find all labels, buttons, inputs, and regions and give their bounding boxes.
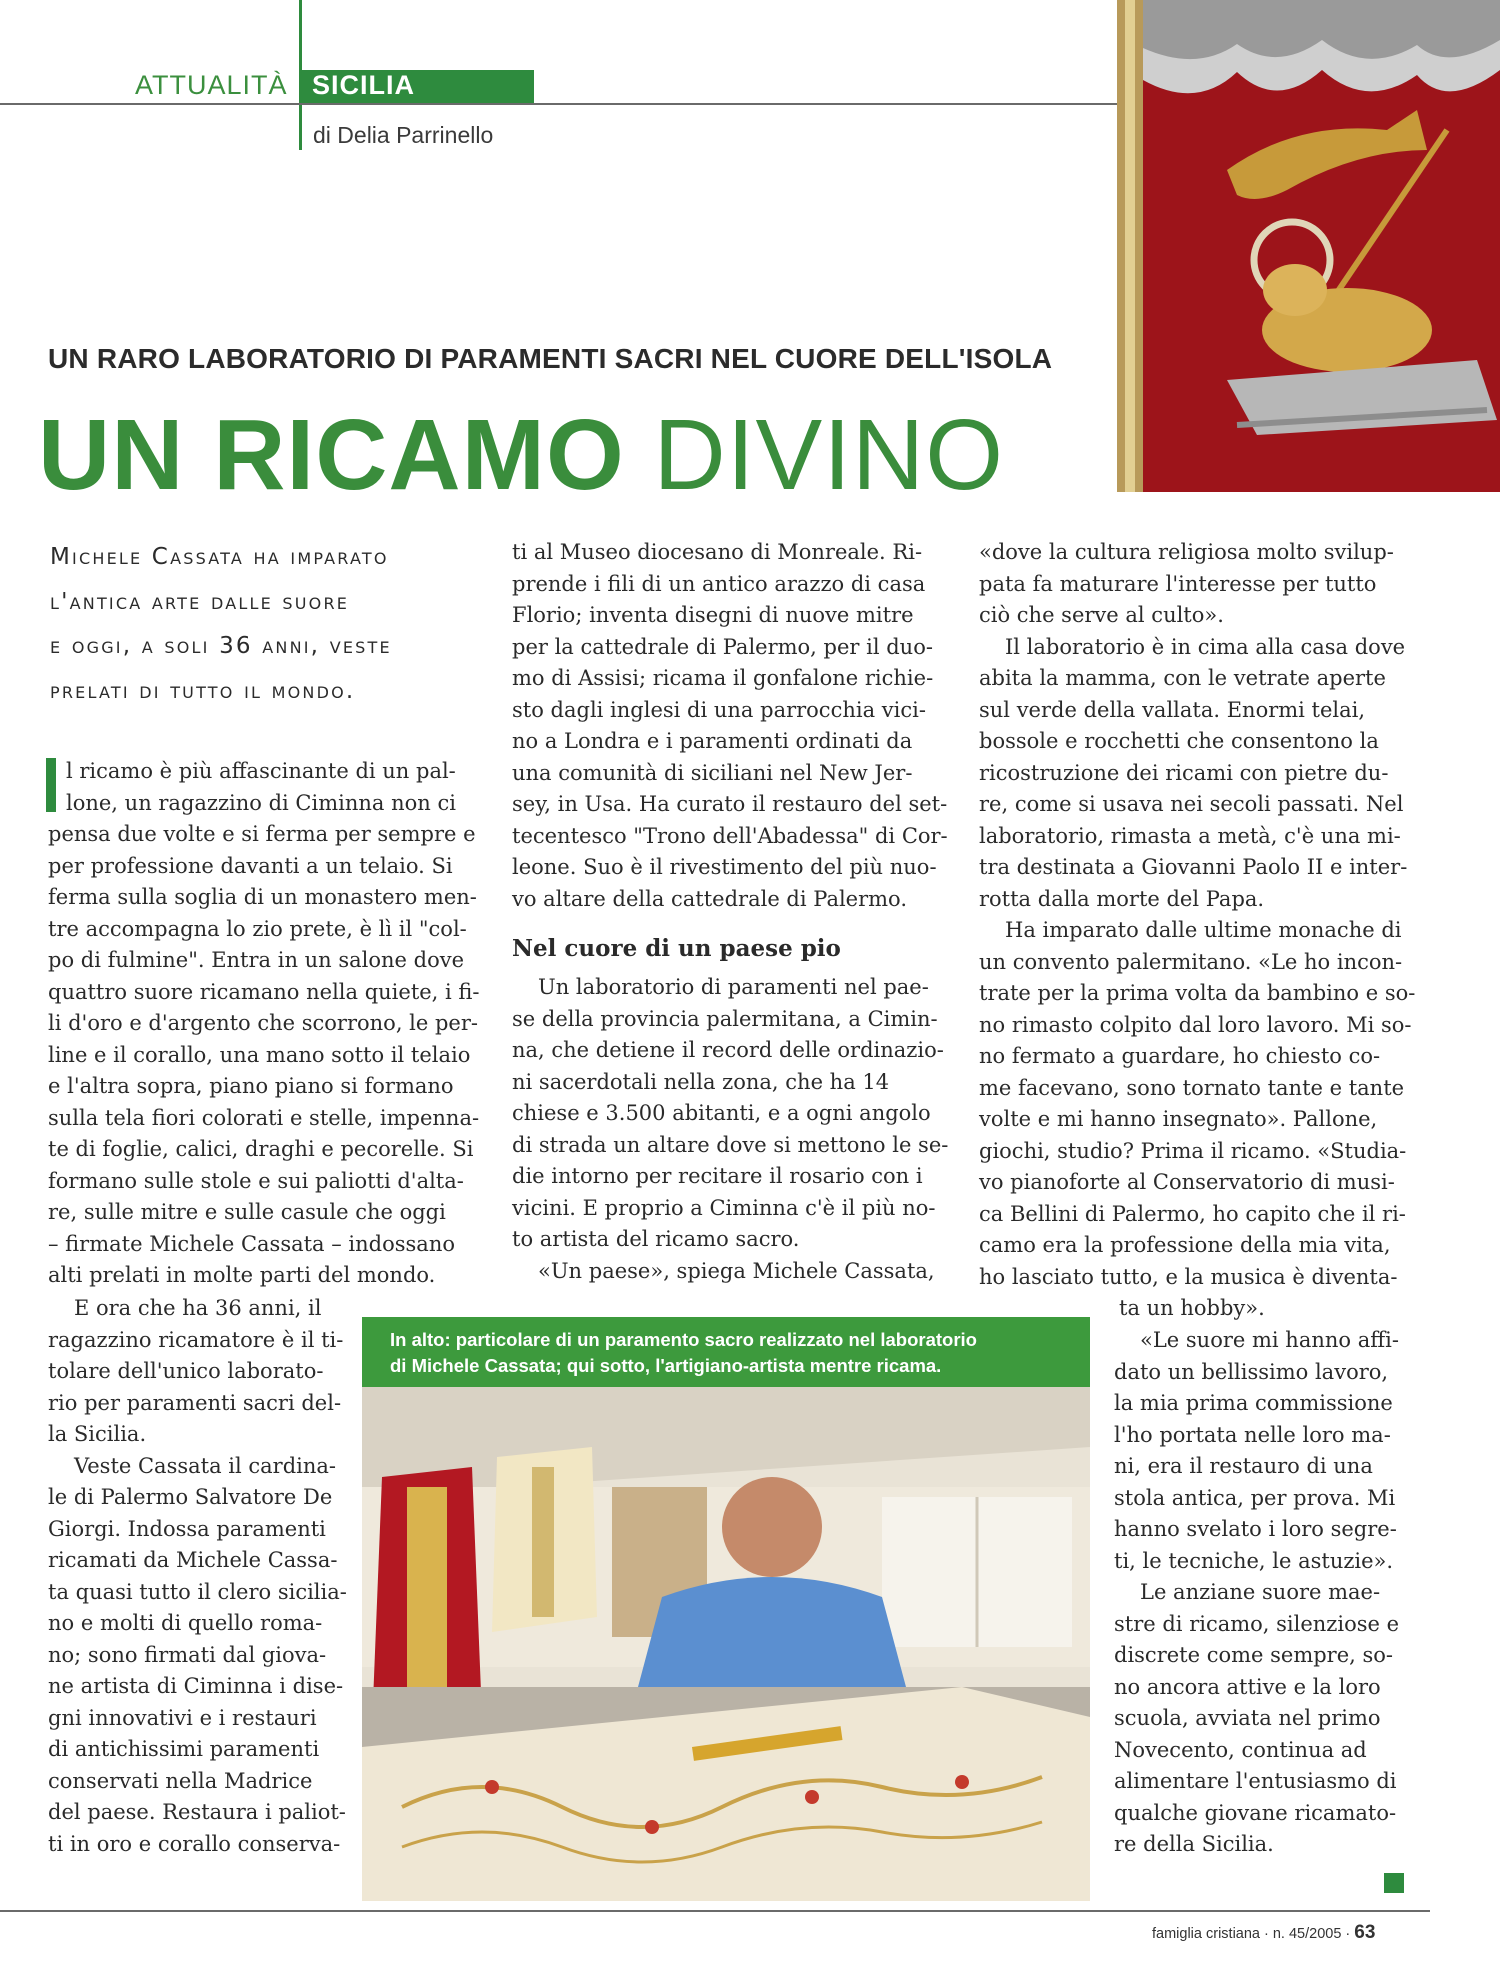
text-line: ta quasi tutto il clero sicilia- [48,1579,347,1604]
text-line: chiese e 3.500 abitanti, e a ogni angolo [512,1101,931,1125]
text-line: vicini. E proprio a Ciminna c'è il più no- [512,1195,936,1220]
text-line: vo pianoforte al Conservatorio di musi- [979,1170,1395,1194]
text-line: tre accompagna lo zio prete, è lì il "col- [48,916,467,941]
text-line: l ricamo è più affascinante di un pal- [66,759,456,783]
text-line: rio per paramenti sacri del- [48,1390,342,1415]
text-line: tra destinata a Giovanni Paolo II e inter- [979,855,1408,879]
photo-caption [390,1327,977,1379]
kicker: UN RARO LABORATORIO DI PARAMENTI SACRI NEL CUORE DELL'ISOLA [48,343,1053,374]
text-line: ferma sulla soglia di un monastero men- [48,885,477,909]
text-line: Le anziane suore mae- [1140,1580,1381,1604]
text-line: Giorgi. Indossa paramenti [48,1516,326,1541]
text-line: li d'oro e d'argento che scorrono, le per- [48,1011,478,1035]
text-line: no fermato a guardare, ho chiesto co- [979,1044,1381,1068]
text-line: re della Sicilia. [1114,1832,1274,1856]
text-line: rotta dalla morte del Papa. [979,886,1265,911]
text-line: Un laboratorio di paramenti nel pae- [538,975,929,999]
text-line: un convento palermitano. «Le ho incon- [979,949,1403,974]
text-line: ti al Museo diocesano di Monreale. Ri- [512,540,923,564]
text-line: discrete come sempre, so- [1114,1643,1394,1667]
caption-line: In alto: particolare di un paramento sacro realizzato nel laboratorio [390,1329,977,1350]
text-line: stola antica, per prova. Mi [1114,1485,1396,1510]
subheading: Nel cuore di un paese pio [512,935,841,962]
text-line: qualche giovane ricamato- [1114,1800,1397,1825]
standfirst-line: prelati di tutto il mondo. [50,677,356,704]
text-line: ni, era il restauro di una [1114,1454,1373,1478]
text-line: sul verde della vallata. Enormi telai, [979,697,1366,722]
text-line: per la cattedrale di Palermo, per il duo- [512,634,933,659]
text-line: le di Palermo Salvatore De [48,1485,333,1509]
text-line: hanno svelato i loro segre- [1114,1517,1397,1541]
text-line: dato un bellissimo lavoro, [1114,1359,1389,1384]
text-line: vo altare della cattedrale di Palermo. [512,886,908,911]
footer-rule [0,1910,1430,1912]
text-line: «dove la cultura religiosa molto svilup- [979,540,1394,564]
page-number: 63 [1354,1922,1376,1943]
text-line: no e molti di quello roma- [48,1611,323,1635]
text-line: sulla tela fiori colorati e stelle, impenna- [48,1105,480,1130]
text-line: te di foglie, calici, draghi e pecorelle. Si [48,1137,474,1161]
text-line: ciò che serve al culto». [979,603,1224,627]
text-line: volte e mi hanno insegnato». Pallone, [979,1107,1378,1131]
text-line: no a Londra e i paramenti ordinati da [512,729,913,753]
text-line: «Un paese», spiega Michele Cassata, [538,1258,935,1283]
text-line: abita la mamma, con le vetrate aperte [979,666,1386,690]
text-line: ca Bellini di Palermo, ho capito che il ri- [979,1201,1406,1226]
section-label: ATTUALITÀ [135,70,288,100]
text-line: ho lasciato tutto, e la musica è diventa- [979,1264,1398,1289]
text-line: tecentesco "Trono dell'Abadessa" di Cor- [512,823,948,848]
text-line: leone. Suo è il rivestimento del più nuo- [512,855,937,879]
text-line: no; sono firmati dal giova- [48,1642,327,1667]
drop-cap-bar [46,758,56,812]
text-line: ricamati da Michele Cassa- [48,1548,338,1572]
text-line: pata fa maturare l'interesse per tutto [979,571,1377,596]
text-line: gni innovativi e i restauri [48,1705,317,1730]
text-line: na, che detiene il record delle ordinazio- [512,1038,944,1062]
column-2-continued [512,972,948,1287]
caption-line: di Michele Cassata; qui sotto, l'artigiano-artista mentre ricama. [390,1355,942,1376]
header-rule [0,103,1130,105]
text-line: una comunità di siciliani nel New Jer- [512,760,913,785]
subsection-label: SICILIA [312,70,416,100]
column-2 [512,537,948,915]
text-line: la mia prima commissione [1114,1391,1393,1415]
text-line: die intorno per recitare il rosario con i [512,1164,923,1188]
text-line: formano sulle stole e sui paliotti d'alta- [48,1168,464,1193]
text-line: Veste Cassata il cardina- [74,1453,337,1478]
text-line: Ha imparato dalle ultime monache di [1005,918,1402,942]
column-3 [979,537,1415,1325]
text-line: laboratorio, rimasta a metà, c'è una mi- [979,823,1401,848]
text-line: ricostruzione dei ricami con pietre du- [979,760,1389,785]
text-line: lone, un ragazzino di Ciminna non ci [66,790,456,815]
text-line: line e il corallo, una mano sotto il telaio [48,1042,471,1067]
text-line: «Le suore mi hanno affi- [1140,1328,1399,1352]
text-line: mo di Assisi; ricama il gonfalone richie- [512,666,934,690]
text-line: me facevano, sono tornato tante e tante [979,1075,1405,1100]
text-line: bossole e rocchetti che consentono la [979,729,1379,753]
text-line: se della provincia palermitana, a Cimin- [512,1006,938,1031]
text-line: Il laboratorio è in cima alla casa dove [1005,634,1406,659]
text-line: prende i fili di un antico arazzo di casa [512,571,926,596]
text-line: di strada un altare dove si mettono le se- [512,1132,949,1157]
text-line: – firmate Michele Cassata – indossano [48,1231,455,1256]
text-line: scuola, avviata nel primo [1114,1706,1381,1730]
text-line: to artista del ricamo sacro. [512,1227,800,1251]
text-line: la Sicilia. [48,1422,147,1446]
text-line: no rimasto colpito dal loro lavoro. Mi so- [979,1012,1412,1037]
text-line: alimentare l'entusiasmo di [1114,1769,1397,1793]
text-line: ne artista di Ciminna i dise- [48,1674,344,1698]
column-1-continued [48,1293,347,1860]
page-footer [1152,1922,1375,1944]
publication-info: famiglia cristiana · n. 45/2005 · [1152,1926,1351,1942]
text-line: del paese. Restaura i paliot- [48,1800,346,1824]
text-line: giochi, studio? Prima il ricamo. «Studia- [979,1138,1407,1163]
headline-bold: UN RICAMO [38,399,625,511]
text-line: re, sulle mitre e sulle casule che oggi [48,1200,446,1224]
column-1 [48,756,480,1292]
standfirst-line: e oggi, a soli 36 anni, veste [50,633,392,659]
text-line: ti, le tecniche, le astuzie». [1114,1548,1394,1573]
text-line: pensa due volte e si ferma per sempre e [48,822,476,846]
text-line: camo era la professione della mia vita, [979,1233,1391,1257]
text-line: ragazzino ricamatore è il ti- [48,1327,344,1352]
text-line: sto dagli inglesi di una parrocchia vici- [512,697,926,722]
text-line: tolare dell'unico laborato- [48,1359,324,1383]
text-line: re, come si usava nei secoli passati. Nel [979,792,1404,816]
text-line: E ora che ha 36 anni, il [74,1296,322,1320]
text-line: trate per la prima volta da bambino e so- [979,981,1416,1005]
text-line: quattro suore ricamano nella quiete, i fi- [48,979,480,1004]
artisan-embroidering-photo [362,1387,1090,1901]
embroidery-lamb-image [1117,0,1500,492]
end-of-article-mark [1384,1873,1404,1893]
text-line: sey, in Usa. Ha curato il restauro del set- [512,792,948,816]
text-line: alti prelati in molte parti del mondo. [48,1263,436,1287]
text-line: ni sacerdotali nella zona, che ha 14 [512,1069,890,1094]
text-line: ta un hobby». [1119,1296,1265,1320]
text-line: e l'altra sopra, piano piano si formano [48,1074,454,1098]
text-line: Florio; inventa disegni di nuove mitre [512,603,914,627]
standfirst-line: l'antica arte dalle suore [50,588,350,615]
column-3-continued [1114,1325,1399,1861]
byline: di Delia Parrinello [313,122,494,148]
text-line: Novecento, continua ad [1114,1737,1367,1762]
text-line: conservati nella Madrice [48,1768,313,1793]
headline-light: DIVINO [653,399,1005,511]
text-line: ti in oro e corallo conserva- [48,1831,341,1856]
text-line: per professione davanti a un telaio. Si [48,853,453,878]
standfirst [50,535,480,713]
headline [38,399,1005,511]
text-line: di antichissimi paramenti [48,1737,320,1761]
text-line: stre di ricamo, silenziose e [1114,1611,1400,1636]
text-line: po di fulmine". Entra in un salone dove [48,948,465,972]
standfirst-line: Michele Cassata ha imparato [50,544,389,570]
text-line: l'ho portata nelle loro ma- [1114,1422,1391,1447]
text-line: no ancora attive e la loro [1114,1674,1381,1699]
